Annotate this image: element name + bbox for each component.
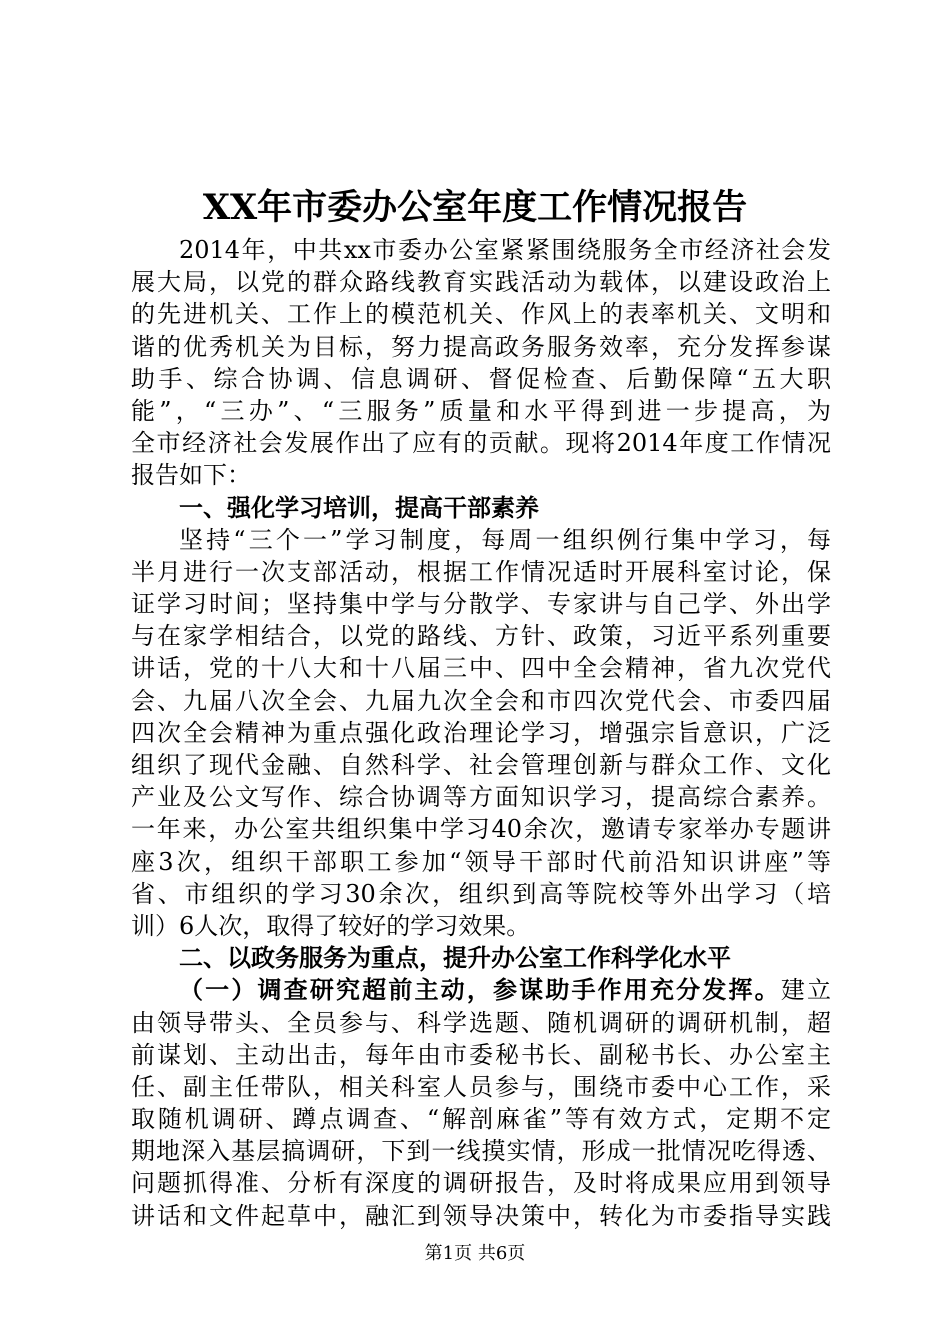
intro-line: 能”，“三办”、“三服务”质量和水平得到进一步提高，为 [131,396,831,425]
section-2-line: 期地深入基层搞调研，下到一线摸实情，形成一批情况吃得透、 [131,1137,831,1166]
section-1-line: 一年来，办公室共组织集中学习40余次，邀请专家举办专题讲 [131,815,831,844]
intro-line: 助手、综合协调、信息调研、督促检查、后勤保障“五大职 [131,364,831,393]
section-1-line: 座3次，组织干部职工参加“领导干部时代前沿知识讲座”等 [131,847,831,876]
section-1-line: 坚持“三个一”学习制度，每周一组织例行集中学习，每 [179,525,831,554]
section-1-line: 省、市组织的学习30余次，组织到高等院校等外出学习（培 [131,879,831,908]
intro-line: 谐的优秀机关为目标，努力提高政务服务效率，充分发挥参谋 [131,332,831,361]
section-2-sub-heading: （一）调查研究超前主动，参谋助手作用充分发挥。 [179,976,781,1005]
document-title: XX年市委办公室年度工作情况报告 [202,187,748,228]
section-2-line: 由领导带头、全员参与、科学选题、随机调研的调研机制，超 [131,1008,831,1037]
section-1-line: 训）6人次，取得了较好的学习效果。 [131,911,531,940]
intro-line: 2014年，中共xx市委办公室紧紧围绕服务全市经济社会发 [179,236,831,264]
section-2-line: 问题抓得准、分析有深度的调研报告，及时将成果应用到领导 [131,1169,831,1198]
section-1-line: 半月进行一次支部活动，根据工作情况适时开展科室讨论，保 [131,557,831,586]
section-2-sub-line [131,974,831,1006]
section-1-line: 会、九届八次全会、九届九次全会和市四次党代会、市委四届 [131,686,831,715]
section-2-sub-first: 建立 [780,976,832,1005]
section-1-line: 讲话，党的十八大和十八届三中、四中全会精神，省九次党代 [131,654,831,683]
section-1-line: 四次全会精神为重点强化政治理论学习，增强宗旨意识，广泛 [131,718,831,747]
section-1-line: 组织了现代金融、自然科学、社会管理创新与群众工作、文化 [131,751,831,779]
section-2-line: 讲话和文件起草中，融汇到领导决策中，转化为市委指导实践 [131,1201,831,1230]
intro-line: 的先进机关、工作上的模范机关、作风上的表率机关、文明和 [131,300,831,329]
section-2-line: 任、副主任带队，相关科室人员参与，围绕市委中心工作，采 [131,1072,831,1101]
section-2-line: 前谋划、主动出击，每年由市委秘书长、副秘书长、办公室主 [131,1040,831,1069]
intro-line: 展大局，以党的群众路线教育实践活动为载体，以建设政治上 [131,268,831,297]
page-footer: 第1页 共6页 [424,1243,526,1264]
document-body [131,234,831,1232]
intro-line: 全市经济社会发展作出了应有的贡献。现将2014年度工作情况 [131,429,831,458]
section-1-line: 证学习时间；坚持集中学与分散学、专家讲与自己学、外出学 [131,590,831,619]
section-2-line: 取随机调研、蹲点调查、“解剖麻雀”等有效方式，定期不定 [131,1105,831,1134]
section-2-heading: 二、以政务服务为重点，提升办公室工作科学化水平 [179,944,731,973]
section-1-line: 与在家学相结合，以党的路线、方针、政策，习近平系列重要 [131,622,831,651]
intro-line: 报告如下： [131,461,251,490]
section-1-line: 产业及公文写作、综合协调等方面知识学习，提高综合素养。 [131,783,831,812]
section-1-heading: 一、强化学习培训，提高干部素养 [179,493,539,522]
